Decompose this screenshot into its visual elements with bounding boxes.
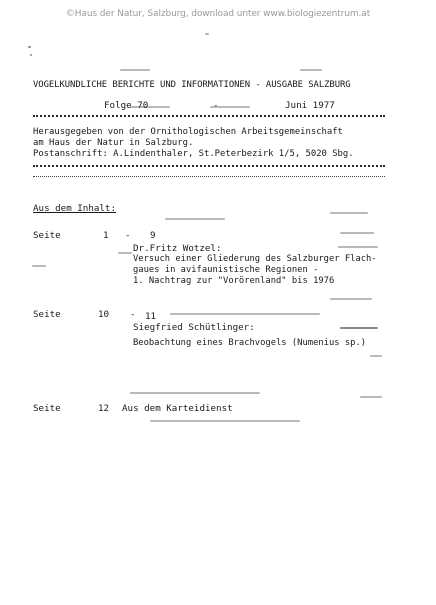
entry-page-from: 1 [103, 230, 109, 241]
publisher-line-1: Herausgegeben von der Ornithologischen Arbeitsgemeinschaft [33, 127, 343, 137]
header-rule [33, 115, 385, 117]
entry-page-from: 10 [98, 309, 110, 320]
postal-address: Postanschrift: A.Lindenthaler, St.Peterbezirk 1/5, 5020 Sbg. [33, 149, 354, 159]
entry-title-line: Aus dem Karteidienst [122, 403, 233, 414]
scan-speck [32, 265, 46, 267]
contents-heading: Aus dem Inhalt: [33, 203, 116, 214]
entry-page-to: 11 [145, 311, 157, 322]
watermark: ©Haus der Natur, Salzburg, download unter www.biologiezentrum.at [65, 9, 371, 19]
entry-label: Seite [33, 309, 61, 320]
issue-date: Juni 1977 [285, 100, 335, 111]
scan-speck [165, 218, 225, 220]
scan-speck [330, 298, 372, 300]
scan-speck [340, 232, 374, 234]
scan-speck [118, 252, 132, 254]
entry-label: Seite [33, 403, 61, 414]
scan-speck [338, 246, 378, 248]
series-title: VOGELKUNDLICHE BERICHTE UND INFORMATIONEN - AUSGABE SALZBURG [33, 80, 351, 90]
scan-speck [370, 355, 382, 357]
entry-title-line: 1. Nachtrag zur "Vorörenland" bis 1976 [133, 276, 335, 286]
address-rule [33, 165, 385, 167]
scan-speck [330, 212, 368, 214]
scan-speck [28, 46, 31, 48]
scan-speck [130, 392, 260, 394]
entry-title-line: gaues in avifaunistische Regionen - [133, 265, 319, 275]
scan-speck [360, 396, 382, 398]
scan-speck [170, 313, 320, 315]
scan-speck [120, 69, 150, 71]
entry-page-dash: - [130, 309, 136, 320]
entry-label: Seite [33, 230, 61, 241]
issue-date-dash: - [213, 100, 219, 111]
entry-title-line: Versuch einer Gliederung des Salzburger Flach- [133, 254, 377, 264]
address-rule-thin [33, 176, 385, 177]
publisher-line-2: am Haus der Natur in Salzburg. [33, 138, 194, 148]
entry-author: Dr.Fritz Wotzel: [133, 243, 222, 254]
entry-title-line: Beobachtung eines Brachvogels (Numenius sp.) [133, 338, 367, 348]
entry-author: Siegfried Schütlinger: [133, 322, 255, 333]
entry-page-from: 12 [98, 403, 110, 414]
entry-page-dash: - [125, 230, 131, 241]
scan-speck [300, 69, 322, 71]
issue-number: Folge 70 [104, 100, 149, 111]
scan-speck [205, 33, 209, 35]
scan-speck [150, 420, 300, 422]
scan-speck [30, 54, 32, 56]
scan-speck [340, 327, 378, 329]
entry-page-to: 9 [150, 230, 156, 241]
